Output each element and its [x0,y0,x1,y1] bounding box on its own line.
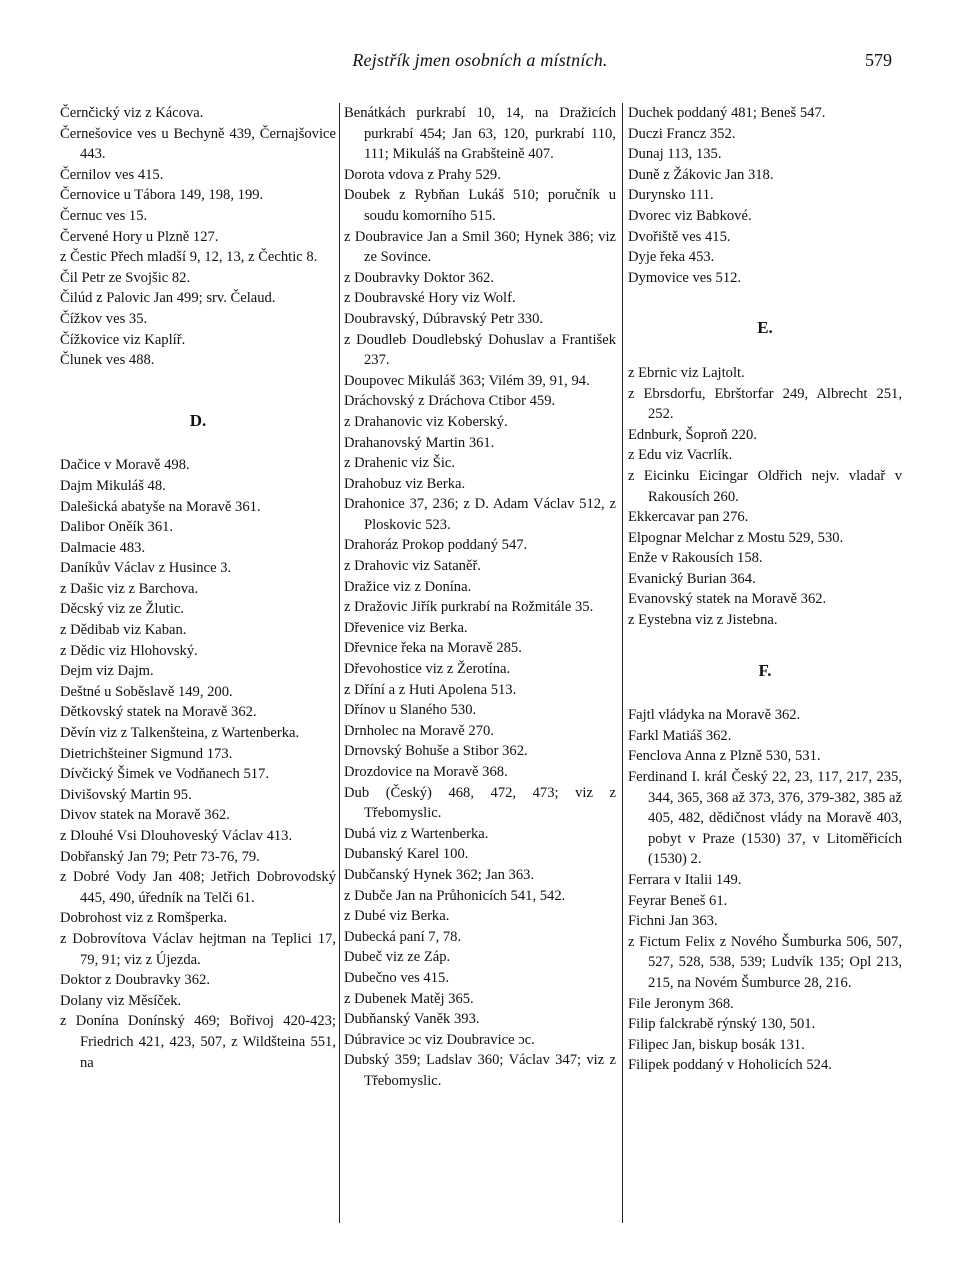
index-entry: z Doudleb Doudlebský Dohuslav a František 237. [344,331,616,369]
index-column-3 [628,103,902,1243]
index-entry: Farkl Matiáš 362. [628,727,732,744]
index-entry: Dubanský Karel 100. [344,846,469,863]
index-column-2 [344,103,616,1243]
index-entry: Dyje řeka 453. [628,249,715,266]
index-entry: z Dražovic Jiřík purkrabí na Rožmitále 35. [344,599,594,616]
index-entry: z Fictum Felix z Nového Šumburka 506, 507, 527, 528, 538, 539; Ludvík 135; Opl 213, 215, na Novém Šumburce 28, 216. [628,933,902,991]
index-entry: z Dubé viz Berka. [344,908,450,925]
index-entry: Děvín viz z Talkenšteina, z Wartenberka. [60,725,300,742]
index-entry: Filipek poddaný v Hoholicích 524. [628,1057,832,1074]
index-entry: z Edu viz Vacrlík. [628,447,733,464]
index-entry: Dubecká paní 7, 78. [344,928,462,945]
page-number: 579 [865,50,892,70]
letter-heading: D. [189,410,207,430]
index-entry: Čížkovice viz Kaplíř. [60,331,186,348]
index-entry: Dětkovský statek na Moravě 362. [60,704,257,721]
column-divider [622,103,623,1223]
index-entry: Enže v Rakousích 158. [628,550,763,567]
index-entry: Drozdovice na Moravě 368. [344,764,508,780]
letter-heading: F. [758,660,772,680]
page-header [0,50,960,80]
index-entry: Dráchovský z Dráchova Ctibor 459. [344,393,556,410]
index-entry: Dačice v Moravě 498. [60,457,190,474]
index-entry: Dúbravice ɔc viz Doubravice ɔc. [344,1031,535,1048]
index-entry: Drahobuz viz Berka. [344,475,466,492]
index-entry: z Donína Donínský 469; Bořivoj 420-423; Friedrich 421, 423, 507, z Wildšteina 551, na [60,1013,336,1071]
index-entry: z Dašic viz z Barchova. [60,580,199,597]
index-entry: Ednburk, Šoproň 220. [628,426,757,443]
index-entry: Duně z Žákovic Jan 318. [628,166,774,183]
index-entry: Drahanovský Martin 361. [344,434,495,451]
index-entry: z Čestic Přech mladší 9, 12, 13, z Čechtic 8. [60,249,318,266]
index-entry: z Doubravice Jan a Smil 360; Hynek 386; viz ze Sovince. [344,228,616,266]
index-entry: z Eystebna viz z Jistebna. [628,612,778,629]
index-entry: Doupovec Mikuláš 363; Vilém 39, 91, 94. [344,372,590,389]
index-entry: z Ebrnic viz Lajtolt. [628,364,745,381]
index-entry: Duczi Francz 352. [628,125,736,142]
index-entry: Fajtl vládyka na Moravě 362. [628,707,801,724]
index-entry: Divov statek na Moravě 362. [60,807,230,824]
index-entry: Drahonice 37, 236; z D. Adam Václav 512, z Ploskovic 523. [344,496,616,533]
index-entry: Ferrara v Italii 149. [628,872,742,888]
index-entry: Dubečno ves 415. [344,969,449,986]
index-entry: z Drahanovic viz Koberský. [344,413,508,430]
index-entry: Doubek z Rybňan Lukáš 510; poručník u soudu komorního 515. [344,187,616,224]
index-entry: Dalibor Oněík 361. [60,519,174,536]
index-entry: Dvořiště ves 415. [628,228,731,245]
index-entry: Dobrohost viz z Romšperka. [60,910,227,927]
index-entry: Dřevnice řeka na Moravě 285. [344,640,522,657]
running-title: Rejstřík jmen osobních a místních. [352,50,608,70]
index-entry: Ekkercavar pan 276. [628,509,749,526]
index-entry: Dubčanský Hynek 362; Jan 363. [344,866,535,883]
index-entry: Drnovský Bohuše a Stibor 362. [344,743,528,760]
index-entry: Divišovský Martin 95. [60,786,192,803]
index-entry: Dívčický Šimek ve Vodňanech 517. [60,766,270,783]
index-entry: z Doubravské Hory viz Wolf. [344,290,516,307]
index-entry: Dubeč viz ze Záp. [344,949,451,966]
index-entry: z Dědic viz Hlohovský. [60,642,198,659]
index-entry: Doktor z Doubravky 362. [60,972,210,989]
index-entry: Dalmacie 483. [60,539,146,556]
index-entry: Dubský 359; Ladslav 360; Václav 347; viz z Třebomyslic. [344,1052,616,1089]
index-entry: Dobřanský Jan 79; Petr 73-76, 79. [60,848,260,865]
index-entry: Benátkách purkrabí 10, 14, na Dražicích purkrabí 454; Jan 63, 120, purkrabí 110, 111; Mikuláš na Grabšteině 407. [344,105,616,163]
index-entry: z Dubče Jan na Průhonicích 541, 542. [344,887,566,904]
index-entry: Černešovice ves u Bechyně 439, Černajšovice 443. [60,125,336,163]
index-entry: Dubňanský Vaněk 393. [344,1011,480,1028]
index-entry: Drahoráz Prokop poddaný 547. [344,537,528,554]
index-entry: Doubravský, Dúbravský Petr 330. [344,310,544,327]
index-entry: Dejm viz Dajm. [60,663,154,680]
index-entry: Feyrar Beneš 61. [628,892,728,909]
index-entry: z Eicinku Eicingar Oldřich nejv. vladař v Rakousích 260. [628,467,902,505]
column-divider [339,103,340,1223]
index-entry: z Dobrovítova Václav hejtman na Teplici 17, 79, 91; viz z Újezda. [60,930,336,968]
index-entry: Daníkův Václav z Husince 3. [60,560,232,577]
index-entry: Evanický Burian 364. [628,570,756,587]
index-entry: z Drahenic viz Šic. [344,455,456,472]
index-entry: Červené Hory u Plzně 127. [60,228,219,245]
index-entry: Ferdinand I. král Český 22, 23, 117, 217, 235, 344, 365, 368 až 373, 376, 379-382, 385 až 405, 482, dědičnost vlády na Moravě 403, pobyt v Praze (1530) 37, v Litoměřicích (1530) 2. [628,769,902,868]
letter-heading: E. [757,318,773,338]
index-entry: Fichni Jan 363. [628,913,718,930]
index-column-1 [60,103,336,1243]
index-entry: Dvorec viz Babkové. [628,207,752,224]
index-entry: z Dříní a z Huti Apolena 513. [344,681,517,698]
index-entry: Evanovský statek na Moravě 362. [628,591,827,608]
index-entry: Drnholec na Moravě 270. [344,722,494,739]
index-entry: Černuc ves 15. [60,207,148,224]
index-entry: Dub (Český) 468, 472, 473; viz z Třebomyslic. [344,784,616,822]
index-entry: z Dobré Vody Jan 408; Jetřich Dobrovodský 445, 490, úředník na Telči 61. [60,869,336,906]
index-entry: Dřevenice viz Berka. [344,619,468,636]
index-entry: Dřevohostice viz z Žerotína. [344,661,511,678]
index-entry: z Dědibab viz Kaban. [60,622,187,639]
index-entry: z Ebrsdorfu, Ebrštorfar 249, Albrecht 251, 252. [628,385,902,423]
index-entry: File Jeronym 368. [628,995,734,1012]
index-entry: z Drahovic viz Sataněř. [344,558,481,575]
index-entry: Čížkov ves 35. [60,310,148,327]
index-entry: Dunaj 113, 135. [628,146,722,163]
index-columns [60,103,900,1243]
index-entry: Duchek poddaný 481; Beneš 547. [628,105,826,121]
index-entry: Dietrichšteiner Sigmund 173. [60,745,233,762]
index-entry: Děcský viz ze Žlutic. [60,601,184,618]
index-entry: z Doubravky Doktor 362. [344,269,494,286]
index-entry: Dřínov u Slaného 530. [344,702,477,719]
index-entry: Dalešická abatyše na Moravě 361. [60,498,261,515]
index-entry: Dorota vdova z Prahy 529. [344,166,501,183]
index-entry: Elpognar Melchar z Mostu 529, 530. [628,529,844,546]
index-entry: Dymovice ves 512. [628,269,742,286]
index-entry: Dolany viz Měsíček. [60,992,182,1009]
index-entry: Dajm Mikuláš 48. [60,477,166,494]
index-entry: Čil Petr ze Svojšic 82. [60,269,191,286]
index-entry: Filipec Jan, biskup bosák 131. [628,1036,805,1053]
index-entry: z Dubenek Matěj 365. [344,990,474,1007]
index-entry: Dubá viz z Wartenberka. [344,825,489,842]
index-entry: Čilúd z Palovic Jan 499; srv. Čelaud. [60,290,276,307]
index-entry: Durynsko 111. [628,187,714,204]
index-entry: Fenclova Anna z Plzně 530, 531. [628,748,821,765]
index-entry: Černilov ves 415. [60,166,164,183]
index-entry: z Dlouhé Vsi Dlouhoveský Václav 413. [60,828,293,844]
index-entry: Člunek ves 488. [60,352,155,369]
index-entry: Deštné u Soběslavě 149, 200. [60,683,233,700]
index-entry: Filip falckrabě rýnský 130, 501. [628,1016,816,1033]
index-entry: Černovice u Tábora 149, 198, 199. [60,187,264,204]
index-entry: Černčický viz z Kácova. [60,105,204,121]
index-entry: Dražice viz z Donína. [344,578,472,595]
